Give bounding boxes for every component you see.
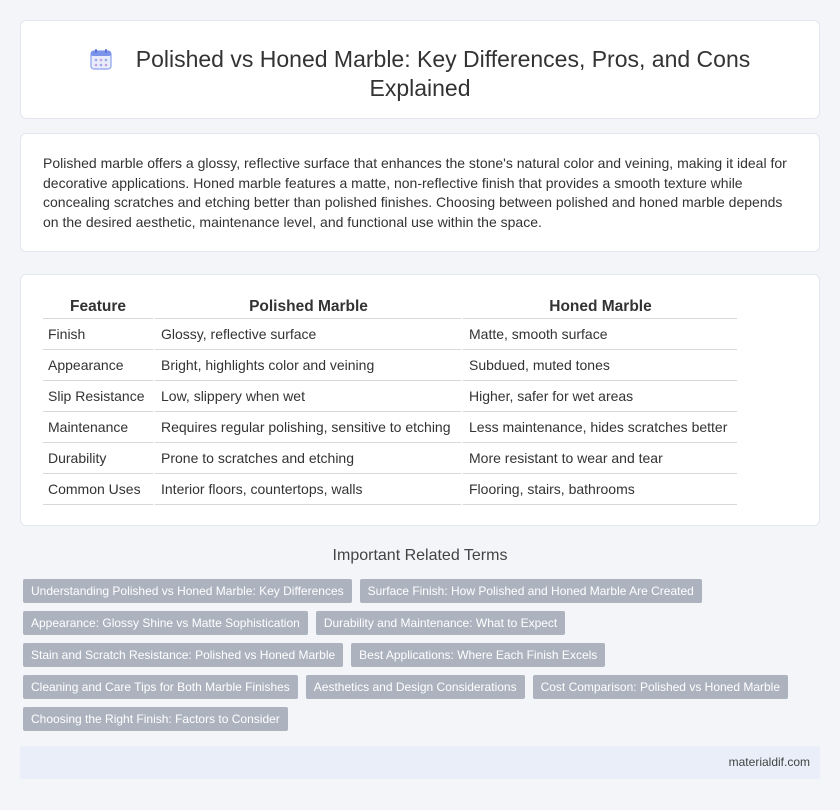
- related-term-tag[interactable]: Durability and Maintenance: What to Expect: [316, 611, 565, 635]
- table-row: [43, 474, 737, 505]
- comparison-table-card: [20, 274, 820, 526]
- table-cell: Subdued, muted tones: [461, 350, 737, 381]
- table-header-cell: Feature: [43, 295, 153, 319]
- related-term-tag[interactable]: Surface Finish: How Polished and Honed Marble Are Created: [360, 579, 702, 603]
- table-cell: Durability: [43, 443, 153, 474]
- comparison-table: [43, 295, 737, 505]
- table-cell: Matte, smooth surface: [461, 319, 737, 350]
- related-terms-list: [23, 579, 803, 731]
- table-cell: Slip Resistance: [43, 381, 153, 412]
- table-cell: Common Uses: [43, 474, 153, 505]
- table-row: [43, 350, 737, 381]
- table-cell: Appearance: [43, 350, 153, 381]
- related-term-tag[interactable]: Understanding Polished vs Honed Marble: Key Differences: [23, 579, 352, 603]
- related-term-tag[interactable]: Appearance: Glossy Shine vs Matte Sophistication: [23, 611, 308, 635]
- calendar-icon: [90, 48, 112, 70]
- table-row: [43, 412, 737, 443]
- related-term-tag[interactable]: Choosing the Right Finish: Factors to Consider: [23, 707, 288, 731]
- table-header-cell: Polished Marble: [153, 295, 461, 319]
- table-cell: Maintenance: [43, 412, 153, 443]
- related-term-tag[interactable]: Aesthetics and Design Considerations: [306, 675, 525, 699]
- related-term-tag[interactable]: Best Applications: Where Each Finish Excels: [351, 643, 605, 667]
- footer-site-link[interactable]: materialdif.com: [728, 755, 810, 769]
- page-title: Polished vs Honed Marble: Key Differences, Pros, and Cons Explained: [135, 46, 751, 101]
- table-cell: Interior floors, countertops, walls: [153, 474, 461, 505]
- table-cell: Requires regular polishing, sensitive to etching: [153, 412, 461, 443]
- table-row: [43, 443, 737, 474]
- table-cell: Bright, highlights color and veining: [153, 350, 461, 381]
- table-cell: More resistant to wear and tear: [461, 443, 737, 474]
- table-cell: Higher, safer for wet areas: [461, 381, 737, 412]
- related-term-tag[interactable]: Cost Comparison: Polished vs Honed Marble: [533, 675, 788, 699]
- table-cell: Low, slippery when wet: [153, 381, 461, 412]
- table-cell: Less maintenance, hides scratches better: [461, 412, 737, 443]
- table-cell: Glossy, reflective surface: [153, 319, 461, 350]
- table-row: [43, 381, 737, 412]
- table-row: [43, 319, 737, 350]
- related-term-tag[interactable]: Cleaning and Care Tips for Both Marble Finishes: [23, 675, 298, 699]
- title-card: [20, 20, 820, 119]
- intro-paragraph: Polished marble offers a glossy, reflective surface that enhances the stone's natural color and veining, making it ideal for decorative applications. Honed marble features a matte, non-reflective finish that provides a smooth texture while concealing scratches and etching better than polished finishes. Choosing between polished and honed marble depends on the desired aesthetic, maintenance level, and functional use within the space.: [43, 155, 787, 230]
- related-terms-heading: Important Related Terms: [332, 547, 508, 564]
- footer: [20, 746, 820, 779]
- intro-card: [20, 133, 820, 252]
- page-title-wrap: [51, 45, 789, 103]
- table-header-row: [43, 295, 737, 319]
- table-cell: Finish: [43, 319, 153, 350]
- table-cell: Flooring, stairs, bathrooms: [461, 474, 737, 505]
- table-header-cell: Honed Marble: [461, 295, 737, 319]
- table-cell: Prone to scratches and etching: [153, 443, 461, 474]
- related-term-tag[interactable]: Stain and Scratch Resistance: Polished vs Honed Marble: [23, 643, 343, 667]
